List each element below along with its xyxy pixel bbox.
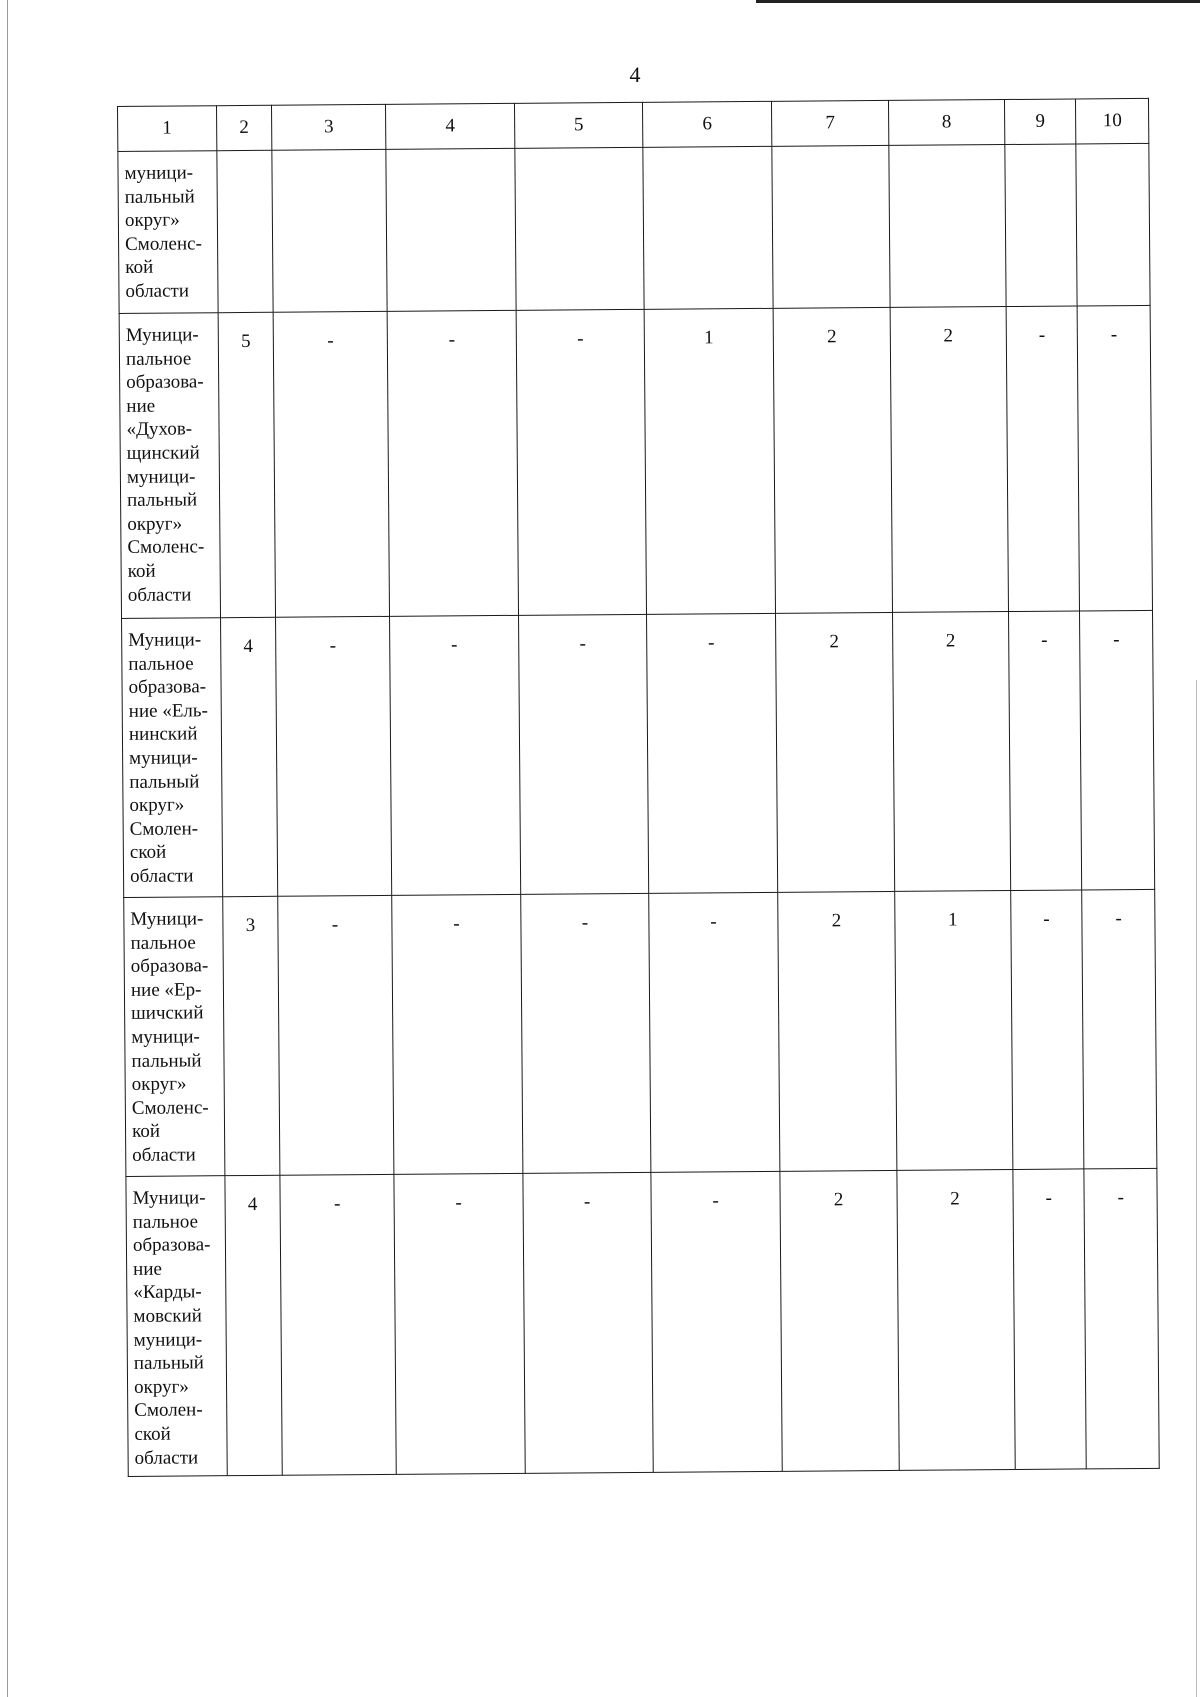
name-line: пальный	[131, 1049, 202, 1072]
name-line: пальное	[125, 348, 192, 370]
name-line: Смолен-	[134, 1399, 203, 1422]
value-cell	[272, 149, 387, 312]
value-cell: -	[1008, 611, 1082, 891]
scan-edge-top	[756, 0, 1200, 3]
value-cell: -	[1011, 890, 1085, 1170]
value-cell: -	[519, 614, 649, 894]
name-line: области	[125, 280, 190, 302]
value-cell: -	[276, 616, 392, 896]
name-line: области	[127, 583, 192, 606]
value-cell	[386, 148, 516, 311]
name-line: пальный	[124, 185, 195, 208]
name-line: муници-	[133, 1328, 203, 1351]
name-line: Муници-	[125, 324, 199, 346]
value-cell: -	[280, 1174, 396, 1475]
name-line: ние «Ель-	[128, 700, 208, 722]
value-cell: 4	[220, 617, 278, 896]
value-cell: 2	[892, 612, 1010, 892]
name-line: муници-	[129, 747, 198, 769]
value-cell: -	[1077, 305, 1152, 611]
value-cell: 2	[890, 307, 1008, 613]
name-line: «Духов-	[126, 418, 193, 441]
name-line: округ»	[127, 513, 183, 535]
column-header: 2	[216, 105, 272, 150]
name-line: ние	[133, 1258, 162, 1280]
name-line: муници-	[131, 1026, 200, 1048]
name-line: пальное	[130, 932, 196, 954]
name-line: нинский	[128, 723, 198, 746]
name-line: Смоленс-	[125, 233, 202, 255]
value-cell: -	[1084, 1168, 1159, 1469]
name-line: Муници-	[132, 1187, 206, 1209]
value-cell	[643, 146, 773, 309]
value-cell: -	[521, 893, 651, 1173]
municipality-name-cell	[118, 151, 218, 314]
name-line: области	[132, 1144, 196, 1166]
column-header: 5	[515, 102, 643, 148]
name-line: муници-	[126, 465, 196, 488]
name-line: образова-	[126, 371, 204, 394]
name-line: округ»	[133, 1376, 189, 1398]
value-cell: -	[273, 311, 389, 617]
name-line: кой	[125, 257, 154, 279]
value-cell: -	[1082, 889, 1157, 1169]
name-line: щинский	[126, 442, 200, 464]
value-cell: -	[523, 1172, 653, 1473]
name-line: образова-	[132, 1234, 211, 1257]
name-line: округ»	[129, 794, 185, 817]
municipality-name-cell	[124, 897, 225, 1177]
value-cell: -	[1080, 610, 1155, 890]
value-cell: 2	[773, 307, 892, 613]
name-line: кой	[127, 560, 156, 582]
value-cell: 3	[222, 896, 280, 1175]
name-line: округ»	[124, 209, 180, 232]
name-line: Смоленс-	[127, 536, 205, 559]
name-line: образова-	[128, 676, 207, 699]
name-line: Смолен-	[129, 818, 199, 840]
name-line: области	[129, 865, 194, 887]
name-line: мовский	[133, 1305, 202, 1327]
table-row	[119, 305, 1152, 618]
scan-edge-right	[1196, 680, 1197, 1697]
value-cell: -	[1006, 306, 1080, 612]
name-line: пальный	[133, 1352, 204, 1375]
value-cell: -	[1013, 1169, 1087, 1470]
name-line: ние «Ер-	[130, 979, 202, 1001]
column-header: 7	[772, 100, 889, 146]
value-cell: -	[390, 615, 521, 895]
name-line: Смоленс-	[131, 1097, 209, 1119]
value-cell: -	[651, 1171, 782, 1472]
value-cell	[889, 145, 1006, 308]
column-header: 3	[272, 104, 386, 150]
name-line: кой	[131, 1121, 161, 1143]
page-number: 4	[629, 62, 641, 87]
name-line: муници-	[124, 162, 194, 184]
municipality-name-cell	[119, 313, 220, 619]
value-cell: 1	[644, 308, 775, 614]
table-header-row	[118, 98, 1149, 151]
name-line: области	[134, 1446, 199, 1469]
name-line: пальное	[132, 1210, 199, 1233]
value-cell: 2	[780, 1170, 899, 1471]
value-cell: -	[649, 892, 780, 1172]
value-cell: -	[394, 1173, 525, 1474]
name-line: пальное	[128, 653, 194, 675]
column-header: 10	[1076, 98, 1149, 144]
name-line: ние	[126, 395, 156, 417]
municipality-name-cell	[126, 1176, 227, 1477]
value-cell	[772, 145, 890, 308]
table-row	[122, 610, 1155, 897]
value-cell	[515, 147, 644, 310]
scan-edge-left	[7, 0, 8, 1697]
value-cell: 2	[778, 891, 897, 1171]
value-cell: 4	[225, 1175, 283, 1476]
value-cell: 5	[218, 312, 276, 617]
name-line: ской	[134, 1423, 171, 1445]
value-cell: 2	[897, 1169, 1015, 1470]
value-cell: -	[387, 310, 518, 616]
value-cell: -	[647, 613, 778, 893]
value-cell: -	[278, 895, 394, 1175]
table-row	[126, 1168, 1159, 1476]
table-row	[124, 889, 1157, 1176]
value-cell	[217, 150, 274, 312]
name-line: «Карды-	[133, 1281, 202, 1304]
name-line: Муници-	[130, 908, 204, 930]
table-row	[118, 143, 1150, 313]
column-header: 1	[118, 106, 217, 152]
column-header: 9	[1004, 99, 1076, 145]
value-cell: 2	[776, 612, 895, 892]
column-header: 8	[888, 100, 1004, 146]
name-line: ской	[129, 841, 167, 864]
value-cell: -	[516, 309, 646, 615]
column-header: 6	[643, 101, 772, 147]
name-line: округ»	[131, 1073, 187, 1096]
value-cell	[1076, 143, 1150, 306]
data-table	[117, 98, 1160, 1477]
value-cell: 1	[895, 891, 1013, 1171]
municipality-name-cell	[122, 618, 223, 898]
name-line: образова-	[130, 955, 209, 978]
column-header: 4	[386, 103, 515, 149]
value-cell	[1005, 144, 1078, 307]
name-line: пальный	[129, 770, 200, 793]
name-line: Муници-	[128, 629, 202, 651]
name-line: шичский	[131, 1002, 204, 1025]
value-cell: -	[392, 894, 523, 1174]
name-line: пальный	[127, 489, 198, 512]
